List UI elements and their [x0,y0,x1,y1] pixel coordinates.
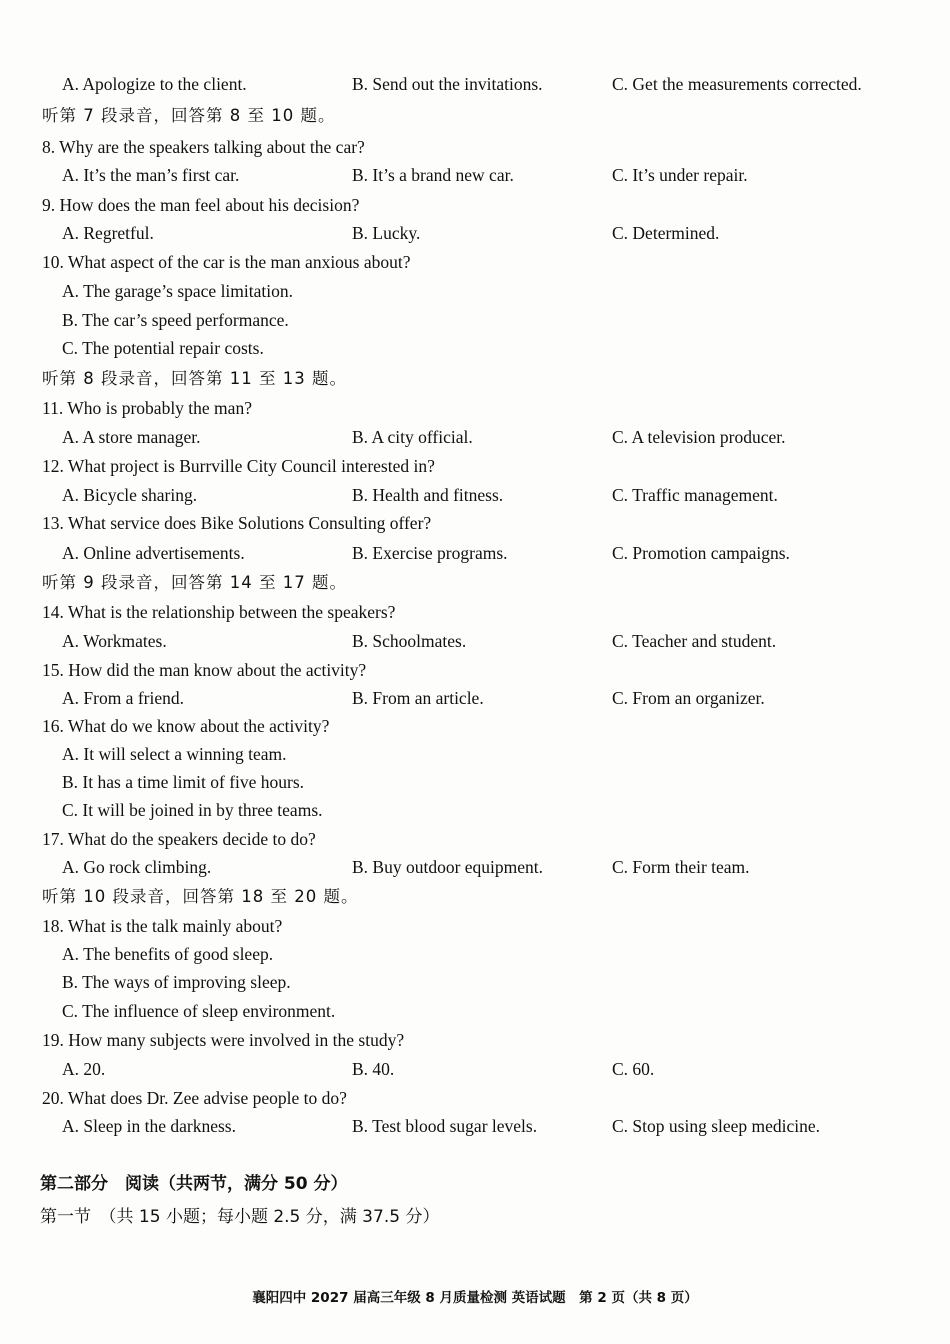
section-one-title: 第一节 （共 15 小题；每小题 2.5 分，满 37.5 分） [40,1207,440,1227]
option-b: B. A city official. [352,427,473,447]
question-row [0,509,950,537]
option-b: B. Send out the invitations. [352,74,543,94]
option: B. The car’s speed performance. [62,310,289,330]
question-row [0,191,950,219]
option-b: B. Schoolmates. [352,631,467,651]
question-text: 20. What does Dr. Zee advise people to do? [42,1088,347,1108]
option: A. It will select a winning team. [62,744,287,764]
option-c: C. It’s under repair. [612,165,748,185]
option-c: C. A television producer. [612,427,786,447]
option-b: B. 40. [352,1059,395,1079]
section-one-heading-row [0,1203,950,1231]
option-row [0,968,950,996]
option-row [0,997,950,1025]
part-two-heading-row [0,1170,950,1198]
section-instruction: 听第 7 段录音，回答第 8 至 10 题。 [42,106,336,125]
option-row [0,853,950,881]
option-a: A. A store manager. [62,427,201,447]
question-row [0,598,950,626]
option-c: C. Get the measurements corrected. [612,74,862,94]
section-instruction: 听第 9 段录音，回答第 14 至 17 题。 [42,573,347,592]
option-c: C. Form their team. [612,857,750,877]
option-a: A. Workmates. [62,631,167,651]
option-a: A. Go rock climbing. [62,857,212,877]
option-b: B. From an article. [352,688,484,708]
option-row [0,740,950,768]
question-text: 17. What do the speakers decide to do? [42,829,316,849]
question-row [0,656,950,684]
option-c: C. From an organizer. [612,688,765,708]
question-text: 9. How does the man feel about his decision? [42,195,360,215]
option-a: A. It’s the man’s first car. [62,165,240,185]
option-row [0,423,950,451]
option-a: A. Bicycle sharing. [62,485,198,505]
option-row [0,306,950,334]
option-row [0,627,950,655]
question-row [0,133,950,161]
option-row [0,481,950,509]
option-row [0,684,950,712]
option-b: B. Lucky. [352,223,421,243]
option-c: C. Traffic management. [612,485,778,505]
section-instruction-row [0,883,950,911]
option-row [0,1055,950,1083]
question-row [0,394,950,422]
part-two-title: 第二部分 阅读（共两节，满分 50 分） [40,1174,348,1194]
option-a: A. Regretful. [62,223,154,243]
question-row [0,1084,950,1112]
option-b: B. Exercise programs. [352,543,508,563]
section-instruction-row [0,102,950,130]
option-c: C. Promotion campaigns. [612,543,790,563]
question-text: 15. How did the man know about the activity? [42,660,367,680]
option-b: B. It’s a brand new car. [352,165,514,185]
question-text: 13. What service does Bike Solutions Consulting offer? [42,513,432,533]
option: B. It has a time limit of five hours. [62,772,305,792]
option-a: A. Sleep in the darkness. [62,1116,236,1136]
option-a: A. Apologize to the client. [62,74,247,94]
option: B. The ways of improving sleep. [62,972,291,992]
option-b: B. Buy outdoor equipment. [352,857,544,877]
option: C. The potential repair costs. [62,338,264,358]
option-row [0,940,950,968]
question-text: 14. What is the relationship between the speakers? [42,602,396,622]
option-b: B. Test blood sugar levels. [352,1116,538,1136]
option-c: C. Determined. [612,223,720,243]
section-instruction-row [0,365,950,393]
option: C. The influence of sleep environment. [62,1001,336,1021]
question-text: 11. Who is probably the man? [42,398,252,418]
option-row [0,334,950,362]
page-footer: 襄阳四中 2027 届高三年级 8 月质量检测 英语试题 第 2 页（共 8 页） [252,1290,698,1306]
option-row [0,539,950,567]
option-row [0,277,950,305]
option: A. The garage’s space limitation. [62,281,293,301]
option-c: C. Teacher and student. [612,631,777,651]
option-row [0,768,950,796]
option-row [0,219,950,247]
question-row [0,1026,950,1054]
section-instruction: 听第 8 段录音，回答第 11 至 13 题。 [42,369,347,388]
question-text: 18. What is the talk mainly about? [42,916,283,936]
question-row [0,248,950,276]
option: C. It will be joined in by three teams. [62,800,323,820]
option-a: A. From a friend. [62,688,184,708]
question-text: 19. How many subjects were involved in the study? [42,1030,405,1050]
question-text: 8. Why are the speakers talking about the car? [42,137,365,157]
option-a: A. 20. [62,1059,106,1079]
option-row [0,796,950,824]
option-a: A. Online advertisements. [62,543,245,563]
section-instruction: 听第 10 段录音，回答第 18 至 20 题。 [42,887,359,906]
section-instruction-row [0,569,950,597]
option: A. The benefits of good sleep. [62,944,274,964]
question-text: 12. What project is Burrville City Council interested in? [42,456,435,476]
option-row [0,70,950,98]
option-c: C. Stop using sleep medicine. [612,1116,821,1136]
question-row [0,452,950,480]
option-c: C. 60. [612,1059,655,1079]
question-row [0,825,950,853]
option-row [0,1112,950,1140]
option-b: B. Health and fitness. [352,485,504,505]
question-text: 10. What aspect of the car is the man anxious about? [42,252,411,272]
question-row [0,912,950,940]
question-row [0,712,950,740]
question-text: 16. What do we know about the activity? [42,716,330,736]
option-row [0,161,950,189]
